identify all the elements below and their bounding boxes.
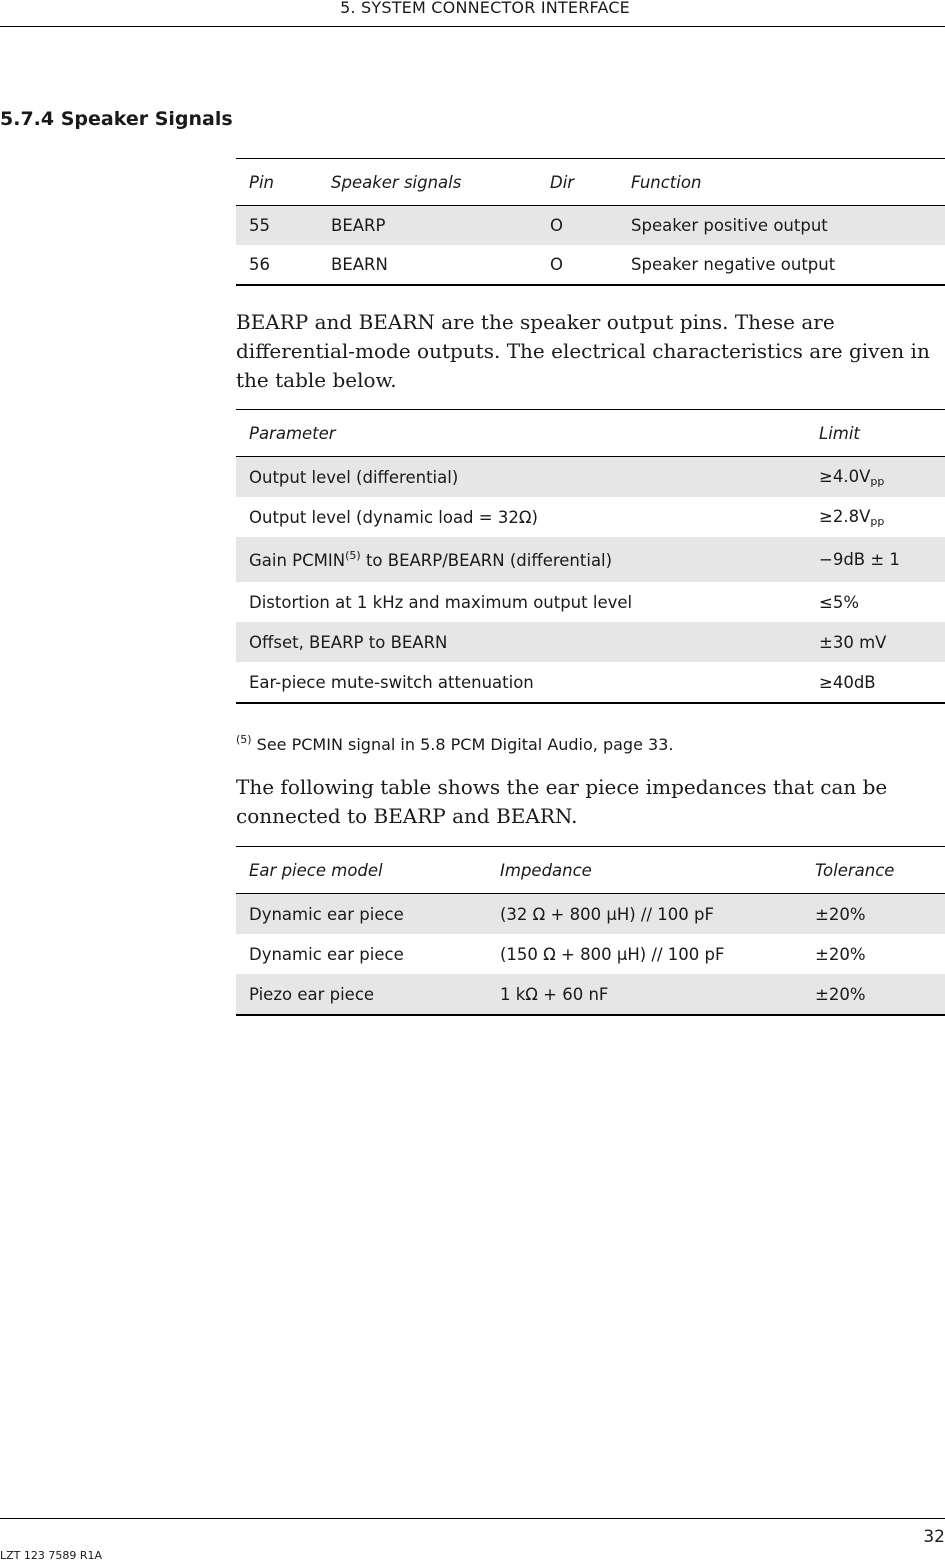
table-row	[236, 457, 945, 498]
model-cell: Piezo ear piece	[236, 974, 487, 1015]
dir-cell: O	[537, 245, 618, 285]
signal-cell: BEARN	[318, 245, 537, 285]
header-title: 5. SYSTEM CONNECTOR INTERFACE	[340, 0, 630, 17]
table-row	[236, 662, 945, 703]
footnote-mark: (5)	[236, 733, 252, 746]
limit-cell: ≥40dB	[806, 662, 945, 703]
section-title: 5.7.4 Speaker Signals	[0, 108, 233, 130]
parameter-cell: Ear-piece mute-switch attenuation	[236, 662, 806, 703]
parameter-cell: Offset, BEARP to BEARN	[236, 622, 806, 662]
table-row	[236, 622, 945, 662]
tolerance-cell: ±20%	[815, 944, 866, 964]
table-row	[236, 894, 945, 935]
table-row	[236, 497, 945, 537]
footnote-ref: (5)	[345, 549, 361, 562]
limit-value: ≥2.8V	[819, 506, 871, 526]
table-row	[236, 582, 945, 622]
tolerance-cell: ±20%	[802, 974, 945, 1015]
function-cell: Speaker positive output	[618, 206, 945, 246]
column-header: Pin	[236, 159, 318, 206]
table-row	[236, 974, 945, 1015]
limit-cell: ±30 mV	[806, 622, 945, 662]
parameter-text: to BEARP/BEARN (differential)	[360, 551, 613, 570]
table-header-row	[236, 847, 945, 894]
limit-cell: −9dB ± 1	[806, 537, 945, 582]
table-row	[236, 206, 945, 246]
impedance-cell: 1 kΩ + 60 nF	[487, 974, 802, 1015]
footnote-text: See PCMIN signal in 5.8 PCM Digital Audio, page 33.	[251, 735, 674, 754]
document-id: LZT 123 7589 R1A	[0, 1549, 103, 1562]
parameter-cell: Output level (dynamic load = 32Ω)	[249, 507, 538, 527]
column-header: Speaker signals	[318, 159, 537, 206]
parameter-cell: Distortion at 1 kHz and maximum output level	[249, 592, 633, 612]
footnote	[236, 733, 673, 754]
parameter-table	[236, 409, 945, 704]
table-header-row	[236, 159, 945, 206]
table-row	[236, 245, 945, 285]
table-row	[236, 537, 945, 582]
page-header	[0, 0, 945, 27]
column-header: Tolerance	[802, 847, 945, 894]
limit-subscript: pp	[870, 474, 885, 488]
pin-cell: 56	[236, 245, 318, 285]
limit-cell	[806, 457, 945, 498]
body-paragraph: The following table shows the ear piece impedances that can be connected to BEARP and BEARN.	[236, 775, 888, 828]
limit-subscript: pp	[870, 514, 885, 528]
column-header: Limit	[806, 410, 945, 457]
table-row	[236, 934, 945, 974]
tolerance-cell: ±20%	[802, 894, 945, 935]
limit-cell	[806, 497, 945, 537]
limit-cell: ≤5%	[819, 592, 860, 612]
impedance-cell: (150 Ω + 800 µH) // 100 pF	[500, 944, 725, 964]
body-paragraph: BEARP and BEARN are the speaker output pins. These are differential-mode outputs. The electrical characteristics are given in the table below.	[236, 310, 930, 392]
impedance-table	[236, 846, 945, 1016]
impedance-cell: (32 Ω + 800 µH) // 100 pF	[487, 894, 802, 935]
parameter-cell: Output level (differential)	[236, 457, 806, 498]
column-header: Function	[618, 159, 945, 206]
signal-cell: BEARP	[318, 206, 537, 246]
model-cell: Dynamic ear piece	[236, 894, 487, 935]
pin-table	[236, 158, 945, 286]
page-number: 32	[923, 1527, 945, 1547]
column-header: Parameter	[236, 410, 806, 457]
limit-value: ≥4.0V	[819, 466, 871, 486]
column-header: Impedance	[487, 847, 802, 894]
column-header: Ear piece model	[236, 847, 487, 894]
parameter-text: Gain PCMIN	[249, 551, 346, 570]
pin-cell: 55	[236, 206, 318, 246]
table-header-row	[236, 410, 945, 457]
function-cell: Speaker negative output	[618, 245, 945, 285]
model-cell: Dynamic ear piece	[249, 944, 404, 964]
footer-divider	[0, 1518, 945, 1519]
dir-cell: O	[537, 206, 618, 246]
parameter-cell	[236, 537, 806, 582]
column-header: Dir	[537, 159, 618, 206]
